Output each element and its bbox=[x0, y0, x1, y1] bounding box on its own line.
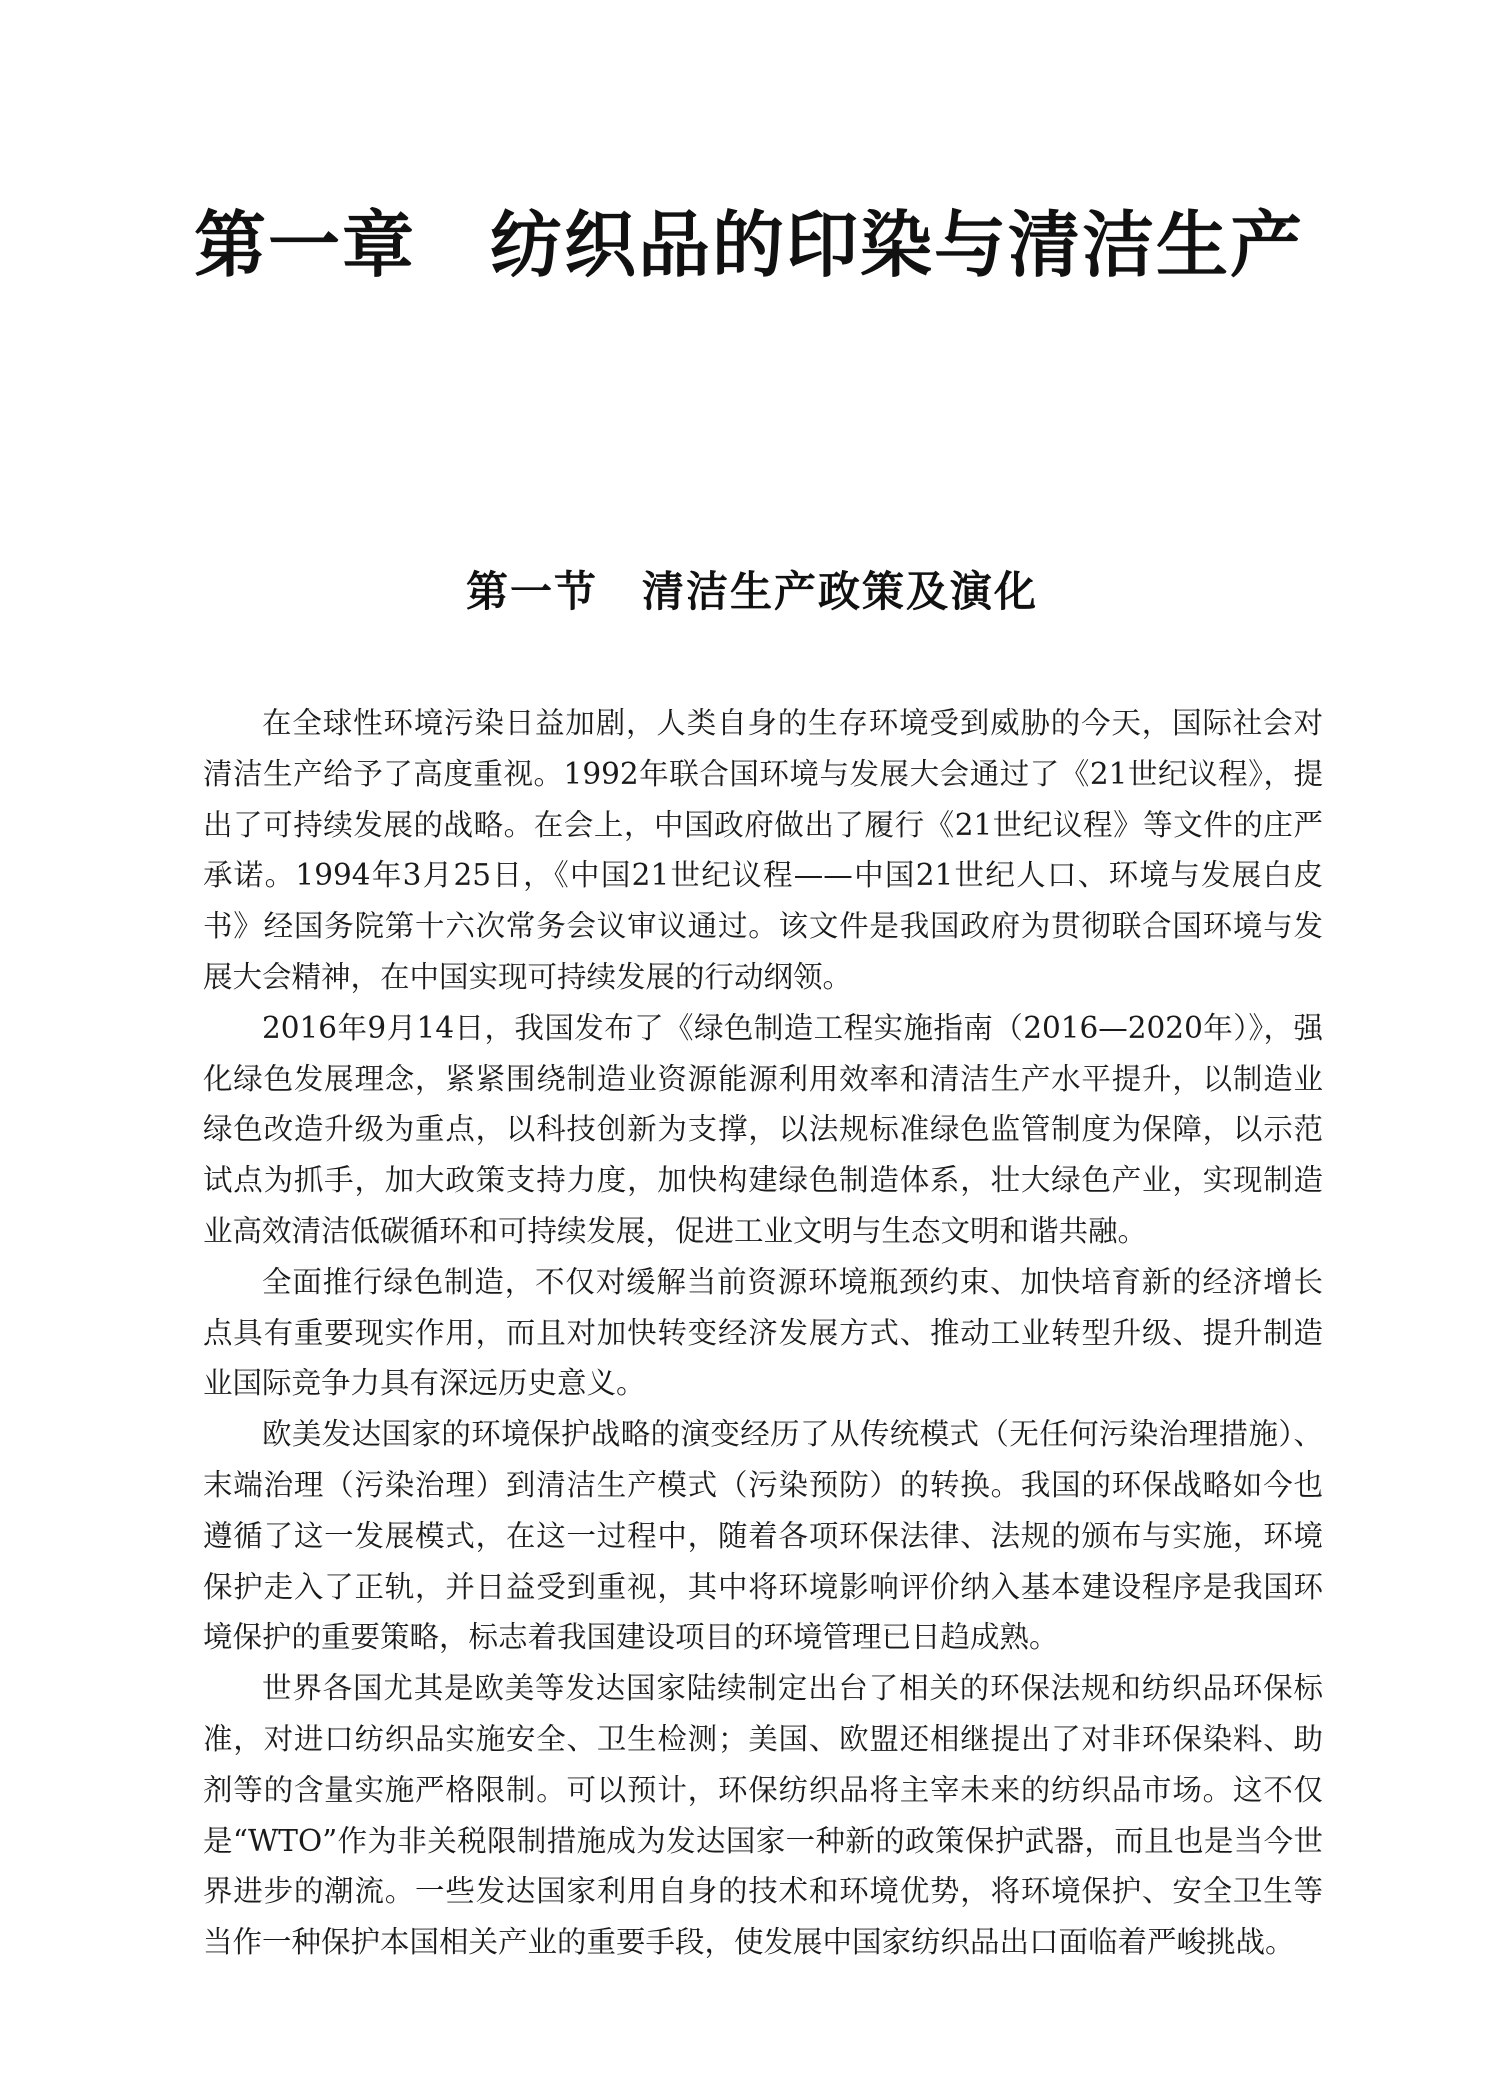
body-text bbox=[203, 698, 1323, 1968]
paragraph-3: 全面推行绿色制造，不仅对缓解当前资源环境瓶颈约束、加快培育新的经济增长点具有重要现实作用，而且对加快转变经济发展方式、推动工业转型升级、提升制造业国际竞争力具有深远历史意义。 bbox=[203, 1264, 1323, 1401]
section-title: 第一节 清洁生产政策及演化 bbox=[465, 567, 1038, 616]
paragraph-2: 2016年9月14日，我国发布了《绿色制造工程实施指南（2016—2020年）》，强化绿色发展理念，紧紧围绕制造业资源能源利用效率和清洁生产水平提升，以制造业绿色改造升级为重点，以科技创新为支撑，以法规标准绿色监管制度为保障，以示范试点为抓手，加大政策支持力度，加快构建绿色制造体系，壮大绿色产业，实现制造业高效清洁低碳循环和可持续发展，促进工业文明与生态文明和谐共融。 bbox=[203, 1010, 1323, 1248]
paragraph-4: 欧美发达国家的环境保护战略的演变经历了从传统模式（无任何污染治理措施）、末端治理（污染治理）到清洁生产模式（污染预防）的转换。我国的环保战略如今也遵循了这一发展模式，在这一过程中，随着各项环保法律、法规的颁布与实施，环境保护走入了正轨，并日益受到重视，其中将环境影响评价纳入基本建设程序是我国环境保护的重要策略，标志着我国建设项目的环境管理已日趋成熟。 bbox=[203, 1417, 1323, 1655]
paragraph-1: 在全球性环境污染日益加剧，人类自身的生存环境受到威胁的今天，国际社会对清洁生产给予了高度重视。1992年联合国环境与发展大会通过了《21世纪议程》，提出了可持续发展的战略。在会上，中国政府做出了履行《21世纪议程》等文件的庄严承诺。1994年3月25日，《中国21世纪议程——中国21世纪人口、环境与发展白皮书》经国务院第十六次常务会议审议通过。该文件是我国政府为贯彻联合国环境与发展大会精神，在中国实现可持续发展的行动纲领。 bbox=[203, 706, 1323, 994]
paragraph-5: 世界各国尤其是欧美等发达国家陆续制定出台了相关的环保法规和纺织品环保标准，对进口纺织品实施安全、卫生检测；美国、欧盟还相继提出了对非环保染料、助剂等的含量实施严格限制。可以预计，环保纺织品将主宰未来的纺织品市场。这不仅是“WTO”作为非关税限制措施成为发达国家一种新的政策保护武器，而且也是当今世界进步的潮流。一些发达国家利用自身的技术和环境优势，将环境保护、安全卫生等当作一种保护本国相关产业的重要手段，使发展中国家纺织品出口面临着严峻挑战。 bbox=[203, 1671, 1323, 1960]
chapter-title: 第一章 纺织品的印染与清洁生产 bbox=[194, 202, 1305, 287]
